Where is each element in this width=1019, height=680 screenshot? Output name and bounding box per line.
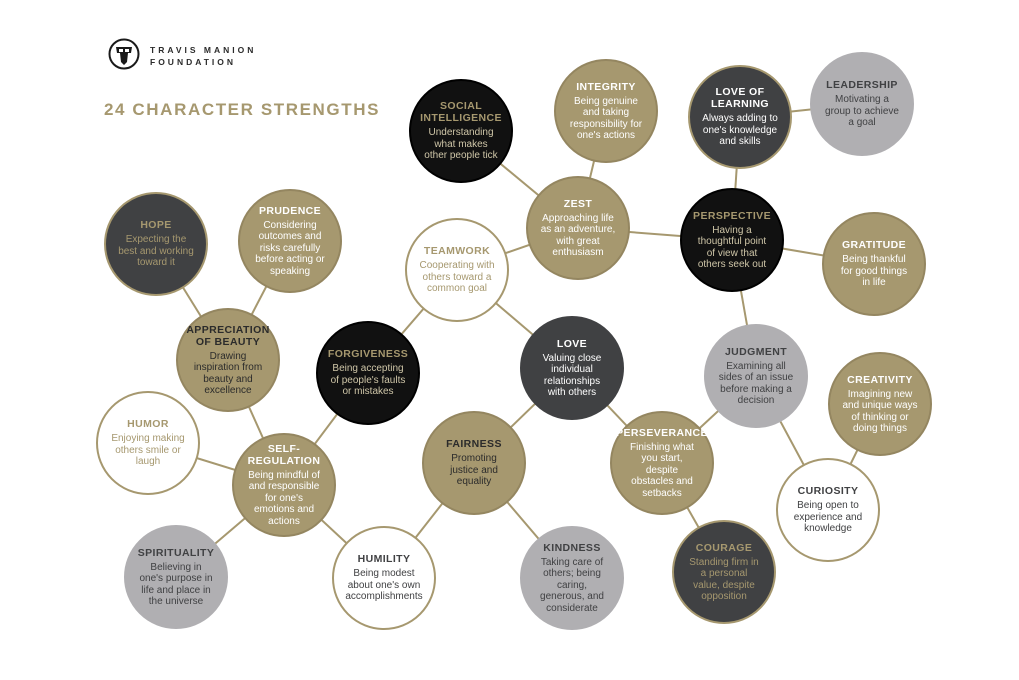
strength-description: Being modest about one's own accomplishments: [345, 568, 423, 603]
strength-fairness: [422, 411, 526, 515]
strength-humility: [332, 526, 436, 630]
strength-title: SOCIAL INTELLIGENCE: [420, 100, 502, 125]
strength-appreciation-of-beauty: [176, 308, 280, 412]
strength-title: SPIRITUALITY: [137, 546, 215, 559]
strength-description: Cooperating with others toward a common goal: [419, 260, 495, 295]
strength-description: Being genuine and taking responsibility for one's actions: [569, 95, 643, 141]
strength-kindness: [520, 526, 624, 630]
strength-title: INTEGRITY: [576, 80, 636, 93]
strength-self-regulation: [232, 433, 336, 537]
strength-judgment: [704, 324, 808, 428]
strength-title: PRUDENCE: [258, 204, 322, 217]
helmet-shield-icon: [108, 38, 140, 70]
strength-description: Considering outcomes and risks carefully before acting or speaking: [255, 219, 325, 277]
strength-title: JUDGMENT: [724, 345, 788, 358]
strength-title: KINDNESS: [543, 541, 601, 554]
strength-courage: [672, 520, 776, 624]
strength-gratitude: [822, 212, 926, 316]
strength-description: Drawing inspiration from beauty and excellence: [193, 350, 263, 396]
strength-title: PERSPECTIVE: [693, 209, 771, 222]
strength-spirituality: [124, 525, 228, 629]
strength-title: FORGIVENESS: [327, 348, 409, 361]
strength-description: Finishing what you start, despite obstacles and setbacks: [630, 441, 694, 499]
strength-title: HUMOR: [127, 418, 169, 431]
strength-description: Promoting justice and equality: [450, 453, 498, 488]
strength-title: HUMILITY: [357, 553, 411, 566]
strength-title: PERSEVERANCE: [616, 426, 708, 439]
strength-title: SELF-REGULATION: [247, 442, 321, 467]
strength-title: HOPE: [140, 219, 172, 232]
strength-description: Motivating a group to achieve a goal: [825, 94, 899, 129]
strength-description: Being open to experience and knowledge: [793, 500, 863, 535]
strength-hope: [104, 192, 208, 296]
strength-title: FAIRNESS: [446, 438, 502, 451]
page-title: 24 CHARACTER STRENGTHS: [104, 100, 381, 119]
strength-leadership: [810, 52, 914, 156]
strength-title: ZEST: [563, 197, 593, 210]
strength-title: COURAGE: [695, 541, 753, 554]
strength-integrity: [554, 59, 658, 163]
strength-love-of-learning: [688, 65, 792, 169]
strength-creativity: [828, 352, 932, 456]
strength-description: Enjoying making others smile or laugh: [111, 433, 185, 468]
strength-teamwork: [405, 218, 509, 322]
strength-title: LOVE: [556, 337, 588, 350]
strength-description: Being mindful of and responsible for one's emotions and actions: [248, 469, 320, 527]
strength-title: CREATIVITY: [847, 373, 913, 386]
strength-description: Expecting the best and working toward it: [118, 234, 194, 269]
strength-description: Imagining new and unique ways of thinking or doing things: [842, 388, 918, 434]
strength-title: LEADERSHIP: [826, 79, 898, 92]
strength-curiosity: [776, 458, 880, 562]
strength-description: Standing firm in a personal value, despite opposition: [689, 556, 759, 602]
strength-title: CURIOSITY: [797, 485, 859, 498]
strength-forgiveness: [316, 321, 420, 425]
strength-description: Believing in one's purpose in life and place in the universe: [139, 561, 213, 607]
strength-zest: [526, 176, 630, 280]
strength-description: Taking care of others; being caring, generous, and considerate: [540, 556, 604, 614]
strength-description: Valuing close individual relationships with others: [542, 352, 602, 398]
brand-line-2: FOUNDATION: [150, 57, 237, 67]
strength-love: [520, 316, 624, 420]
strength-description: Being accepting of people's faults or mistakes: [330, 363, 406, 398]
strength-humor: [96, 391, 200, 495]
strength-description: Having a thoughtful point of view that others seek out: [697, 224, 767, 270]
strength-description: Approaching life as an adventure, with great enthusiasm: [540, 212, 616, 258]
strength-prudence: [238, 189, 342, 293]
strength-perspective: [680, 188, 784, 292]
strength-description: Understanding what makes other people tick: [424, 127, 498, 162]
strength-title: TEAMWORK: [423, 245, 491, 258]
brand-logo: [108, 38, 328, 72]
strength-title: LOVE OF LEARNING: [710, 86, 770, 111]
strength-description: Always adding to one's knowledge and skills: [702, 113, 778, 148]
strength-description: Examining all sides of an issue before making a decision: [718, 360, 794, 406]
strength-description: Being thankful for good things in life: [840, 254, 908, 289]
brand-line-1: TRAVIS MANION: [150, 45, 257, 55]
strength-perseverance: [610, 411, 714, 515]
strength-social-intelligence: [409, 79, 513, 183]
strength-title: GRATITUDE: [841, 239, 907, 252]
strength-title: APPRECIATION OF BEAUTY: [186, 323, 270, 348]
